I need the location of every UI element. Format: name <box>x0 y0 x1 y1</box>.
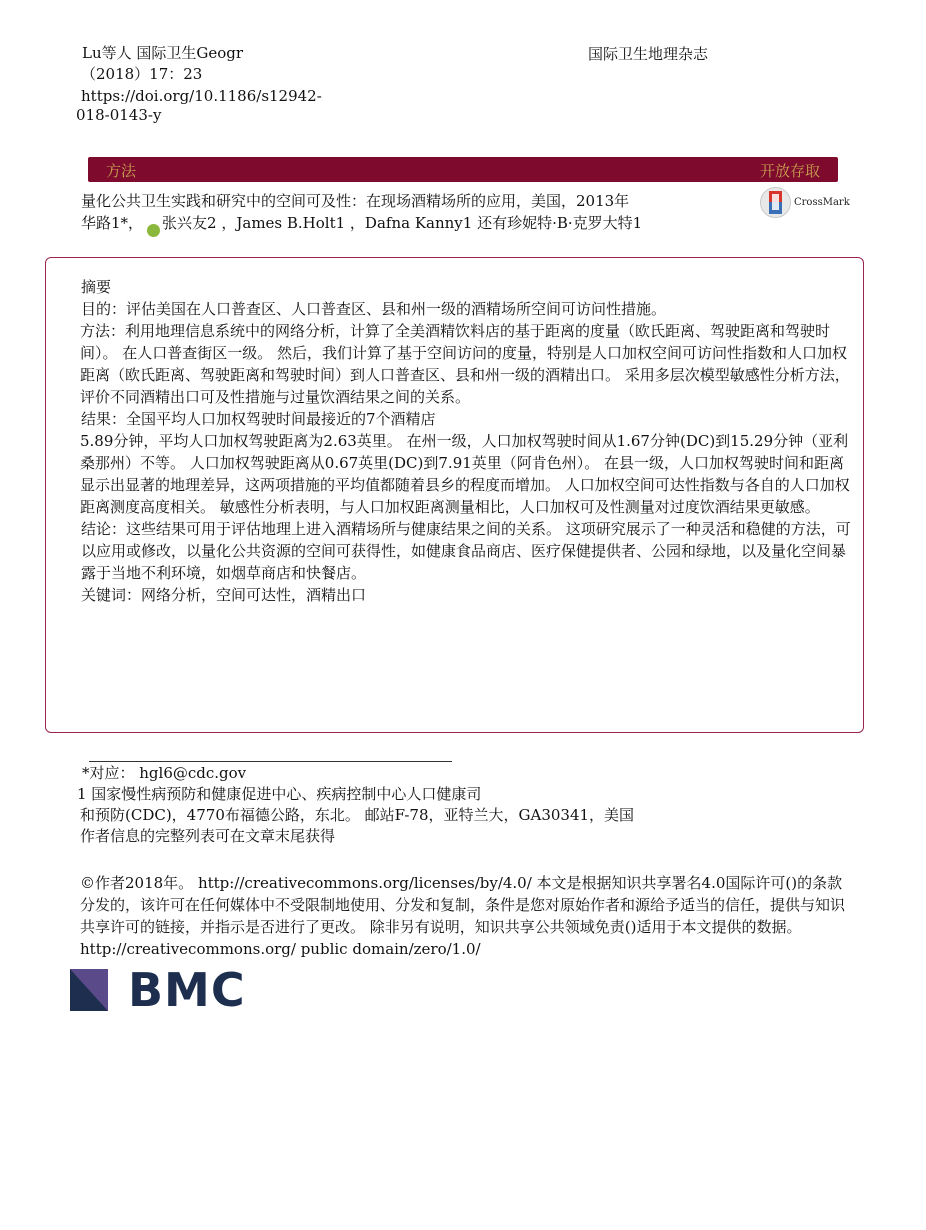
orcid-icon[interactable] <box>147 224 160 237</box>
abstract-methods: 方法：利用地理信息系统中的网络分析，计算了全美酒精饮料店的基于距离的度量（欧氏距离、驾驶距离和驾驶时间）。 在人口普查街区一级。 然后，我们计算了基于空间访问的度量，特别是人口加权空间可访问性指数和人口加权距离（欧氏距离、驾驶距离和驾驶时间）到人口普查区、县和州一级的酒精出口。 采用多层次模型敏感性分析方法，评价不同酒精出口可及性措施与过量饮酒结果之间的关系。 <box>80 322 850 406</box>
footnotes <box>77 763 880 847</box>
license-text: ©作者2018年。 http://creativecommons.org/licenses/by/4.0/ 本文是根据知识共享署名4.0国际许可()的条款分发的，该许可在任何媒体中不受限制地使用、分发和复制，条件是您对原始作者和源给予适当的信任，提供与知识共享许可的链接，并指示是否进行了更改。 除非另有说明，知识共享公共领域免责()适用于本文提供的数据。 http://creativecommons.org/ public domain/zero/1.0/ <box>80 874 846 958</box>
first-author[interactable]: 华路1*， <box>81 214 144 232</box>
author-info-note: 作者信息的完整列表可在文章末尾获得 <box>80 827 336 845</box>
abstract-results-1: 结果：全国平均人口加权驾驶时间最接近的7个酒精店 <box>81 410 436 428</box>
correspondence[interactable]: *对应： hgl6@cdc.gov <box>82 764 247 782</box>
abstract-box <box>45 257 864 733</box>
citation-line-2: （2018）17：23 <box>81 65 203 83</box>
other-authors[interactable]: 张兴友2 ，James B.Holt1 ，Dafna Kanny1 还有珍妮特·B·克罗大特1 <box>162 214 643 232</box>
crossmark-badge[interactable] <box>760 187 850 218</box>
doi-link-continued[interactable]: 018-0143-y <box>76 106 162 124</box>
article-title: 量化公共卫生实践和研究中的空间可及性：在现场酒精场所的应用，美国，2013年 <box>81 192 630 210</box>
citation-line-1: Lu等人 国际卫生Geogr <box>82 44 244 62</box>
doi-link[interactable]: https://doi.org/10.1186/s12942- <box>81 87 322 105</box>
affiliation-1: 1 国家慢性病预防和健康促进中心、疾病控制中心人口健康司 <box>77 785 482 803</box>
article-type-banner <box>88 157 838 182</box>
open-access-label: 开放存取 <box>759 162 820 180</box>
journal-name: 国际卫生地理杂志 <box>588 45 709 63</box>
bmc-logo[interactable] <box>70 963 246 1017</box>
bmc-mark-icon <box>70 969 108 1011</box>
affiliation-2: 和预防(CDC)，4770布福德公路，东北。 邮站F-78，亚特兰大，GA30341，美国 <box>80 806 635 824</box>
abstract-results-2: 5.89分钟，平均人口加权驾驶距离为2.63英里。 在州一级，人口加权驾驶时间从1.67分钟(DC)到15.29分钟（亚利桑那州）不等。 人口加权驾驶距离从0.67英里(DC)到7.91英里（阿肯色州）。 在县一级，人口加权驾驶时间和距离显示出显著的地理差异，这两项措施的平均值都随着县乡的程度而增加。 人口加权空间可达性指数与各自的人口加权距离测度高度相关。 敏感性分析表明，与人口加权距离测量相比，人口加权可及性测量对过度饮酒结果更敏感。 <box>80 432 850 516</box>
abstract-purpose: 目的：评估美国在人口普查区、人口普查区、县和州一级的酒精场所空间可访问性措施。 <box>81 300 667 318</box>
crossmark-icon <box>760 187 791 218</box>
author-list <box>81 212 642 234</box>
abstract-keywords: 关键词：网络分析，空间可达性，酒精出口 <box>81 586 367 604</box>
footnote-divider <box>89 761 452 762</box>
abstract-heading: 摘要 <box>81 278 112 296</box>
bmc-wordmark: BMC <box>128 963 246 1017</box>
abstract-conclusions: 结论：这些结果可用于评估地理上进入酒精场所与健康结果之间的关系。 这项研究展示了一种灵活和稳健的方法，可以应用或修改，以量化公共资源的空间可获得性，如健康食品商店、医疗保健提供者、公园和绿地，以及量化空间暴露于当地不利环境，如烟草商店和快餐店。 <box>81 520 851 582</box>
crossmark-label: CrossMark <box>794 197 850 208</box>
license-statement <box>80 872 850 960</box>
article-type-label: 方法 <box>106 162 137 180</box>
